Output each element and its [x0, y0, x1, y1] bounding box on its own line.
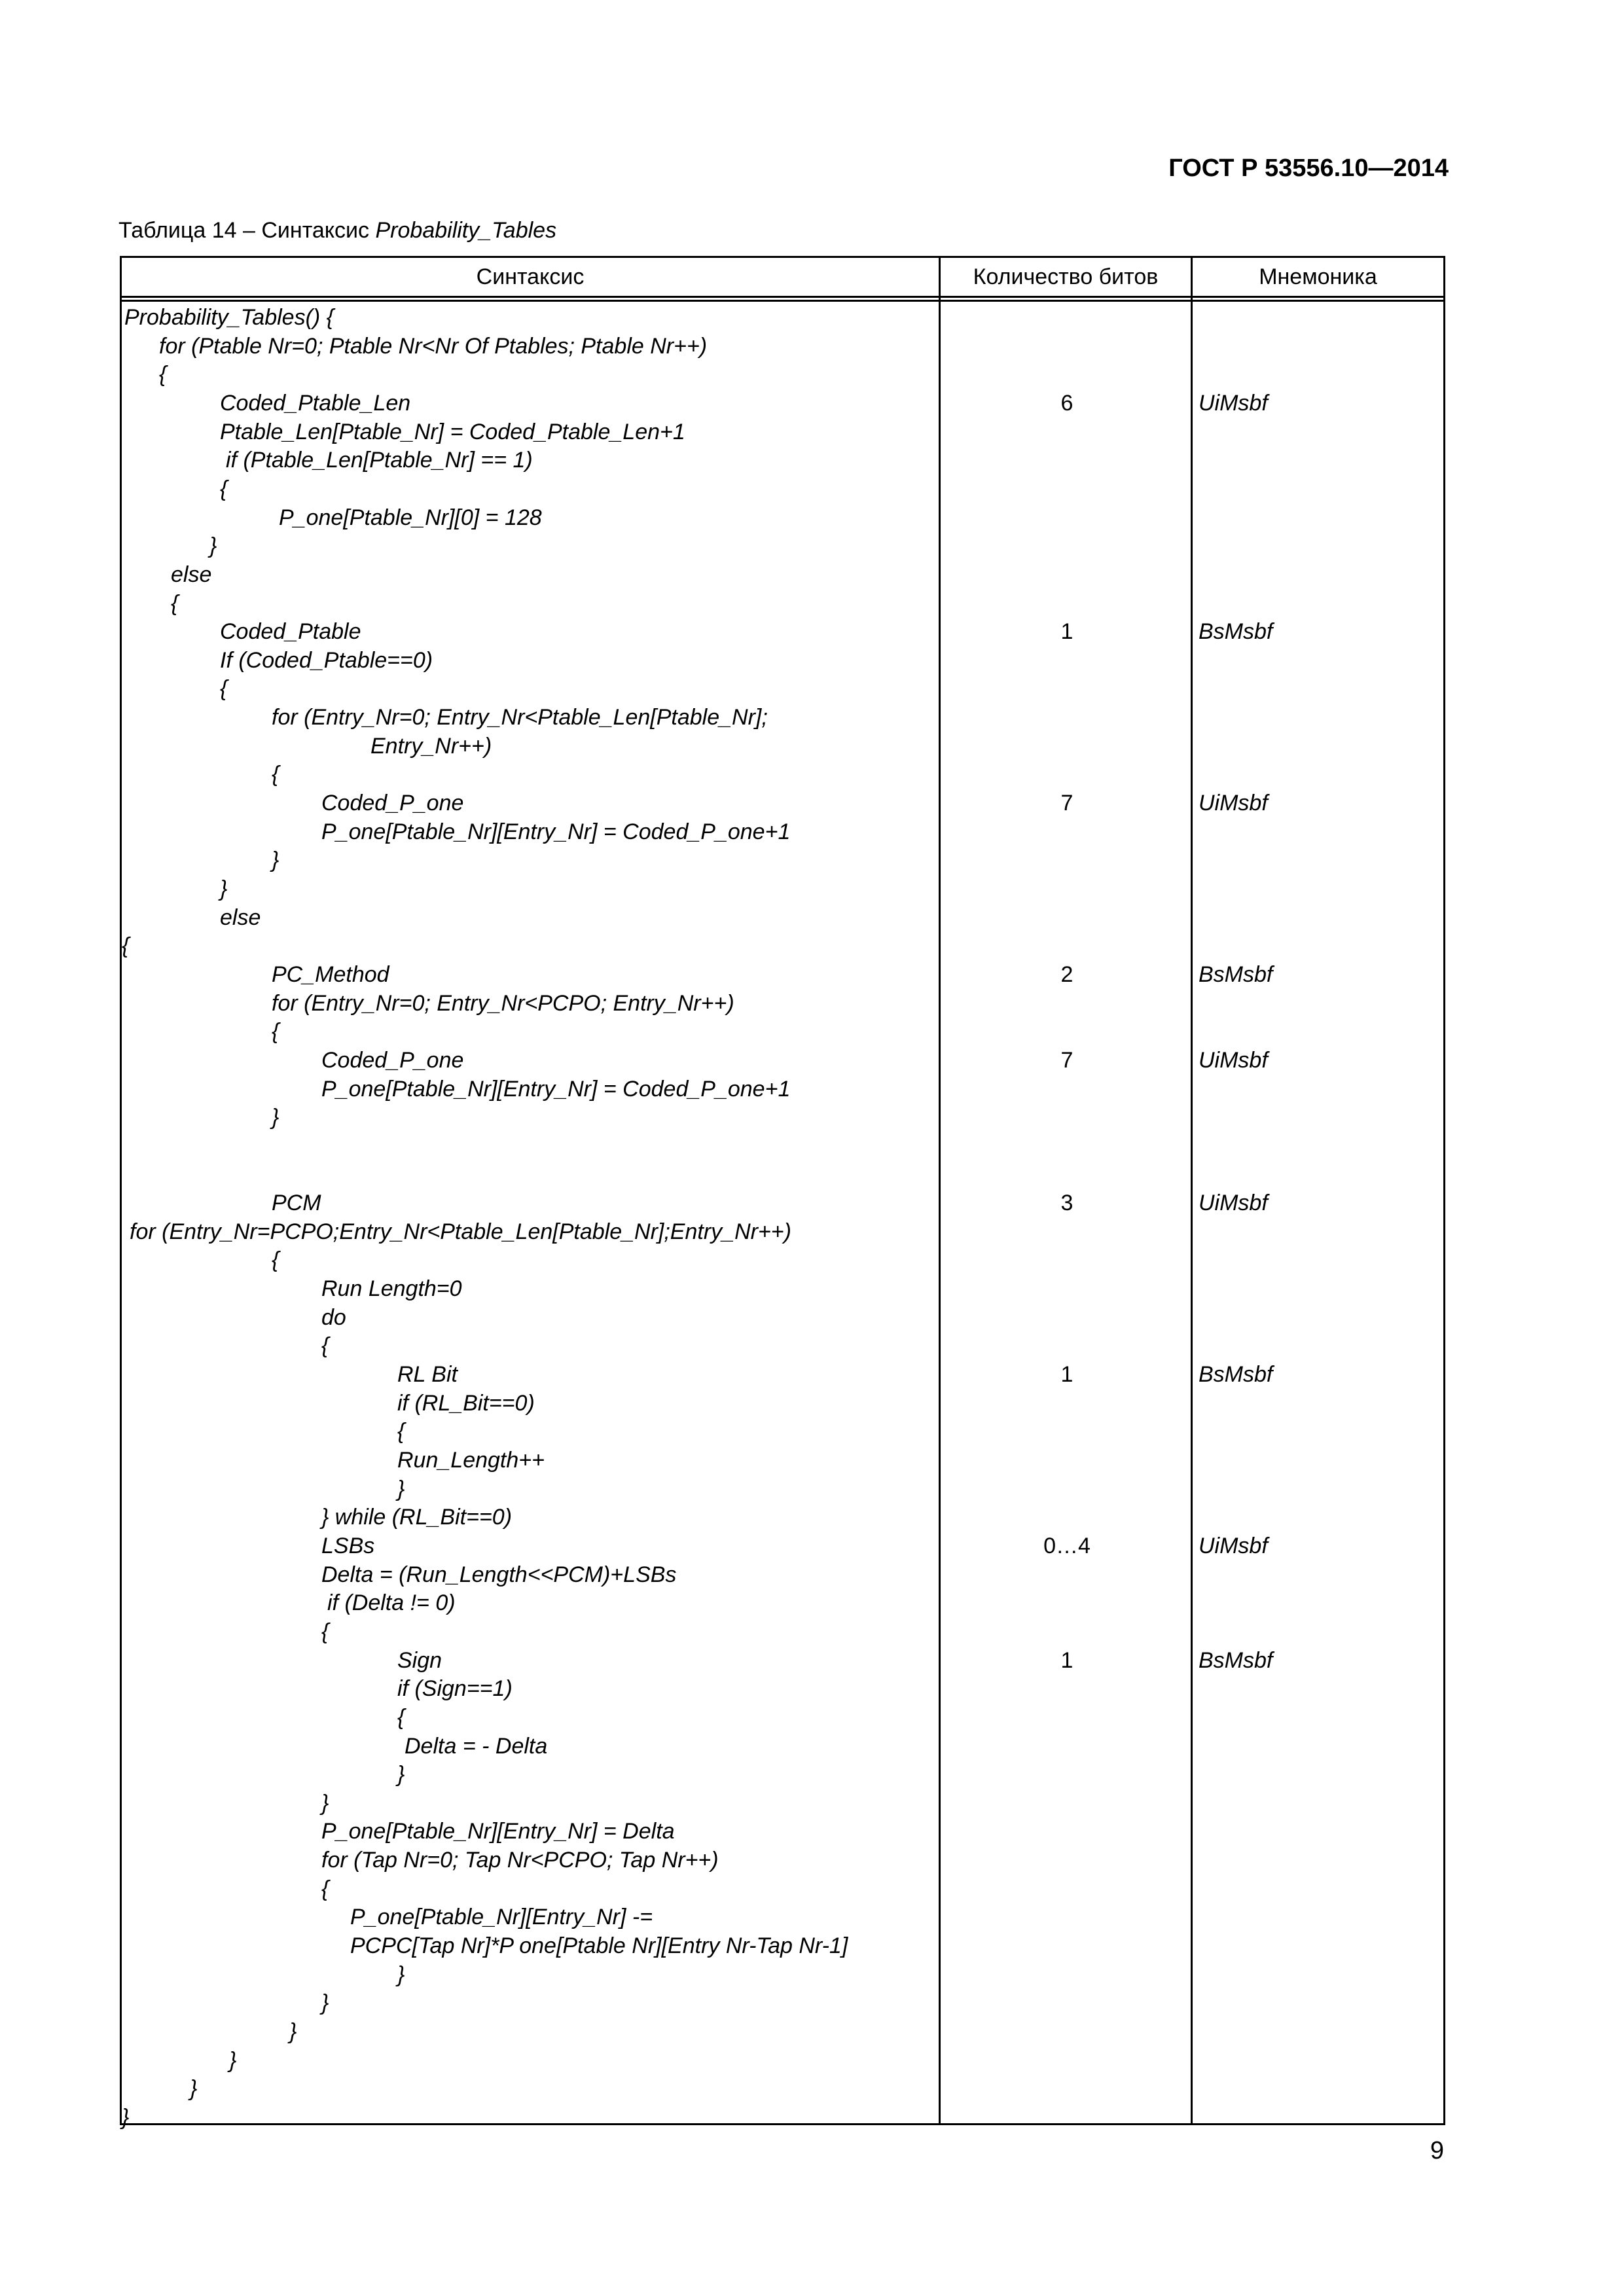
mnemonic-cell: BsMsbf	[1199, 961, 1273, 987]
table-row	[122, 817, 1443, 846]
syntax-cell: }	[220, 876, 228, 901]
table-row	[122, 674, 1443, 703]
table-row	[122, 1846, 1443, 1874]
table-row	[122, 1331, 1443, 1360]
page-number: 9	[1430, 2137, 1444, 2164]
mnemonic-cell: BsMsbf	[1199, 1647, 1273, 1673]
syntax-cell: Delta = (Run_Length<<PCM)+LSBs	[321, 1562, 677, 1587]
syntax-cell: Coded_P_one	[321, 1047, 464, 1073]
syntax-cell: if (Sign==1)	[397, 1676, 513, 1702]
mnemonic-cell: UiMsbf	[1199, 1047, 1268, 1073]
syntax-cell: {	[272, 762, 280, 787]
table-row	[122, 1274, 1443, 1303]
bits-cell: 0…4	[1043, 1533, 1091, 1558]
table-row	[122, 1103, 1443, 1132]
syntax-cell: } while (RL_Bit==0)	[321, 1505, 513, 1530]
syntax-cell: Sign	[397, 1647, 442, 1673]
syntax-cell: {	[321, 1876, 329, 1901]
column-header-mnemonic: Мнемоника	[1259, 264, 1377, 289]
table-row	[122, 389, 1443, 418]
table-row	[122, 1532, 1443, 1560]
table-row	[122, 475, 1443, 503]
syntax-cell: Delta = - Delta	[405, 1733, 548, 1759]
table-row	[122, 1874, 1443, 1903]
table-row	[122, 1674, 1443, 1703]
syntax-cell: {	[272, 1247, 280, 1273]
syntax-cell: RL Bit	[397, 1362, 458, 1388]
table-row	[122, 1588, 1443, 1617]
mnemonic-cell: UiMsbf	[1199, 390, 1268, 416]
document-standard-number: ГОСТ Р 53556.10—2014	[1168, 154, 1449, 182]
table-row	[122, 732, 1443, 761]
syntax-cell: }	[272, 1105, 280, 1130]
syntax-cell: for (Ptable Nr=0; Ptable Nr<Nr Of Ptables; Ptable Nr++)	[159, 333, 708, 359]
table-row	[122, 703, 1443, 732]
header-divider	[122, 296, 1443, 298]
syntax-cell: }	[229, 2047, 237, 2073]
table-row	[122, 1617, 1443, 1646]
table-row	[122, 846, 1443, 874]
table-row	[122, 1903, 1443, 1931]
table-row	[122, 1160, 1443, 1189]
syntax-cell: if (Ptable_Len[Ptable_Nr] == 1)	[226, 448, 533, 473]
table-row	[122, 2017, 1443, 2046]
bits-cell: 1	[1060, 1362, 1074, 1388]
syntax-cell: {	[397, 1704, 405, 1730]
table-row	[122, 1988, 1443, 2017]
syntax-cell: }	[397, 1962, 405, 1987]
table-row	[122, 1075, 1443, 1103]
table-row	[122, 646, 1443, 675]
syntax-cell: }	[209, 533, 217, 559]
table-row	[122, 1446, 1443, 1475]
table-row	[122, 1960, 1443, 1989]
syntax-cell: P_one[Ptable_Nr][Entry_Nr] -=	[350, 1905, 653, 1930]
table-caption-prefix: Таблица 14 – Синтаксис	[118, 218, 376, 243]
syntax-cell: for (Tap Nr=0; Tap Nr<PCPO; Tap Nr++)	[321, 1848, 719, 1873]
syntax-cell: Coded_Ptable	[220, 619, 361, 645]
bits-cell: 1	[1060, 619, 1074, 645]
table-row	[122, 2046, 1443, 2075]
syntax-cell: if (RL_Bit==0)	[397, 1390, 535, 1416]
mnemonic-cell: UiMsbf	[1199, 1191, 1268, 1216]
syntax-cell: If (Coded_Ptable==0)	[220, 647, 433, 673]
syntax-cell: Coded_Ptable_Len	[220, 390, 411, 416]
table-row	[122, 874, 1443, 903]
bits-cell: 7	[1060, 1047, 1074, 1073]
table-row	[122, 903, 1443, 932]
bits-cell: 6	[1060, 390, 1074, 416]
table-row	[122, 960, 1443, 989]
table-row	[122, 303, 1443, 332]
syntax-cell: }	[289, 2019, 297, 2044]
syntax-cell: P_one[Ptable_Nr][0] = 128	[279, 505, 542, 530]
table-row	[122, 1503, 1443, 1532]
syntax-cell: {	[220, 476, 228, 501]
syntax-cell: }	[397, 1762, 405, 1787]
bits-cell: 2	[1060, 961, 1074, 987]
syntax-cell: for (Entry_Nr=0; Entry_Nr<Ptable_Len[Ptable_Nr];	[272, 705, 768, 730]
table-row	[122, 418, 1443, 446]
table-row	[122, 2103, 1443, 2132]
table-row	[122, 1417, 1443, 1446]
mnemonic-cell: BsMsbf	[1199, 619, 1273, 645]
table-row	[122, 931, 1443, 960]
syntax-cell: do	[321, 1304, 346, 1330]
syntax-cell: }	[122, 2104, 130, 2130]
table-row	[122, 1817, 1443, 1846]
table-row	[122, 1646, 1443, 1675]
syntax-cell: Run Length=0	[321, 1276, 462, 1302]
table-row	[122, 1303, 1443, 1332]
syntax-cell: Run_Length++	[397, 1448, 545, 1473]
table-row	[122, 560, 1443, 589]
syntax-cell: PCM	[272, 1191, 321, 1216]
syntax-cell: P_one[Ptable_Nr][Entry_Nr] = Coded_P_one+1	[321, 819, 791, 844]
table-row	[122, 1760, 1443, 1789]
table-row	[122, 1703, 1443, 1732]
syntax-cell: PCPC[Tap Nr]*P one[Ptable Nr][Entry Nr-Tap Nr-1]	[350, 1933, 848, 1959]
syntax-table	[120, 256, 1445, 2130]
syntax-cell: Coded_P_one	[321, 791, 464, 816]
syntax-cell: {	[272, 1019, 280, 1045]
mnemonic-cell: UiMsbf	[1199, 1533, 1268, 1558]
table-row	[122, 446, 1443, 475]
table-row	[122, 1017, 1443, 1046]
syntax-cell: if (Delta != 0)	[327, 1590, 456, 1616]
syntax-cell: Entry_Nr++)	[370, 733, 492, 759]
bits-cell: 7	[1060, 791, 1074, 816]
syntax-cell: }	[321, 1990, 329, 2016]
table-row	[122, 1189, 1443, 1217]
table-row	[122, 617, 1443, 646]
table-row	[122, 1732, 1443, 1761]
table-row	[122, 332, 1443, 361]
table-row	[122, 503, 1443, 532]
table-row	[122, 1360, 1443, 1389]
syntax-cell: {	[220, 676, 228, 702]
syntax-cell: PC_Method	[272, 961, 389, 987]
table-row	[122, 1560, 1443, 1589]
syntax-cell: }	[321, 1790, 329, 1816]
syntax-cell: }	[190, 2076, 198, 2102]
syntax-cell: for (Entry_Nr=PCPO;Entry_Nr<Ptable_Len[Ptable_Nr];Entry_Nr++)	[130, 1219, 791, 1244]
mnemonic-cell: BsMsbf	[1199, 1362, 1273, 1388]
table-row	[122, 360, 1443, 389]
table-row	[122, 531, 1443, 560]
syntax-cell: {	[159, 362, 167, 387]
header-divider-double	[122, 300, 1443, 302]
table-row	[122, 760, 1443, 789]
syntax-cell: Probability_Tables() {	[124, 305, 334, 330]
syntax-cell: LSBs	[321, 1533, 375, 1558]
mnemonic-cell: UiMsbf	[1199, 791, 1268, 816]
table-row	[122, 989, 1443, 1018]
table-row	[122, 589, 1443, 618]
table-row	[122, 1789, 1443, 1818]
syntax-cell: }	[272, 848, 280, 873]
syntax-cell: {	[321, 1333, 329, 1359]
syntax-cell: {	[397, 1419, 405, 1444]
syntax-cell: {	[171, 590, 179, 616]
column-header-bits: Количество битов	[973, 264, 1159, 289]
table-row	[122, 1046, 1443, 1075]
syntax-cell: {	[122, 933, 130, 959]
table-caption-name: Probability_Tables	[375, 218, 557, 243]
table-row	[122, 1246, 1443, 1274]
syntax-cell: }	[397, 1476, 405, 1501]
syntax-cell: else	[220, 905, 261, 930]
table-row	[122, 1132, 1443, 1160]
table-row	[122, 1217, 1443, 1246]
table-row	[122, 2074, 1443, 2103]
table-row	[122, 1389, 1443, 1418]
table-caption	[118, 218, 556, 243]
syntax-cell: Ptable_Len[Ptable_Nr] = Coded_Ptable_Len+1	[220, 419, 685, 444]
table-row	[122, 1475, 1443, 1503]
syntax-cell: P_one[Ptable_Nr][Entry_Nr] = Delta	[321, 1819, 675, 1844]
bits-cell: 1	[1060, 1647, 1074, 1673]
table-row	[122, 1931, 1443, 1960]
table-row	[122, 789, 1443, 817]
syntax-cell: P_one[Ptable_Nr][Entry_Nr] = Coded_P_one+1	[321, 1076, 791, 1102]
syntax-cell: {	[321, 1619, 329, 1644]
column-header-syntax: Синтаксис	[476, 264, 585, 289]
bits-cell: 3	[1060, 1191, 1074, 1216]
syntax-cell: else	[171, 562, 212, 587]
syntax-cell: for (Entry_Nr=0; Entry_Nr<PCPO; Entry_Nr++)	[272, 990, 734, 1016]
